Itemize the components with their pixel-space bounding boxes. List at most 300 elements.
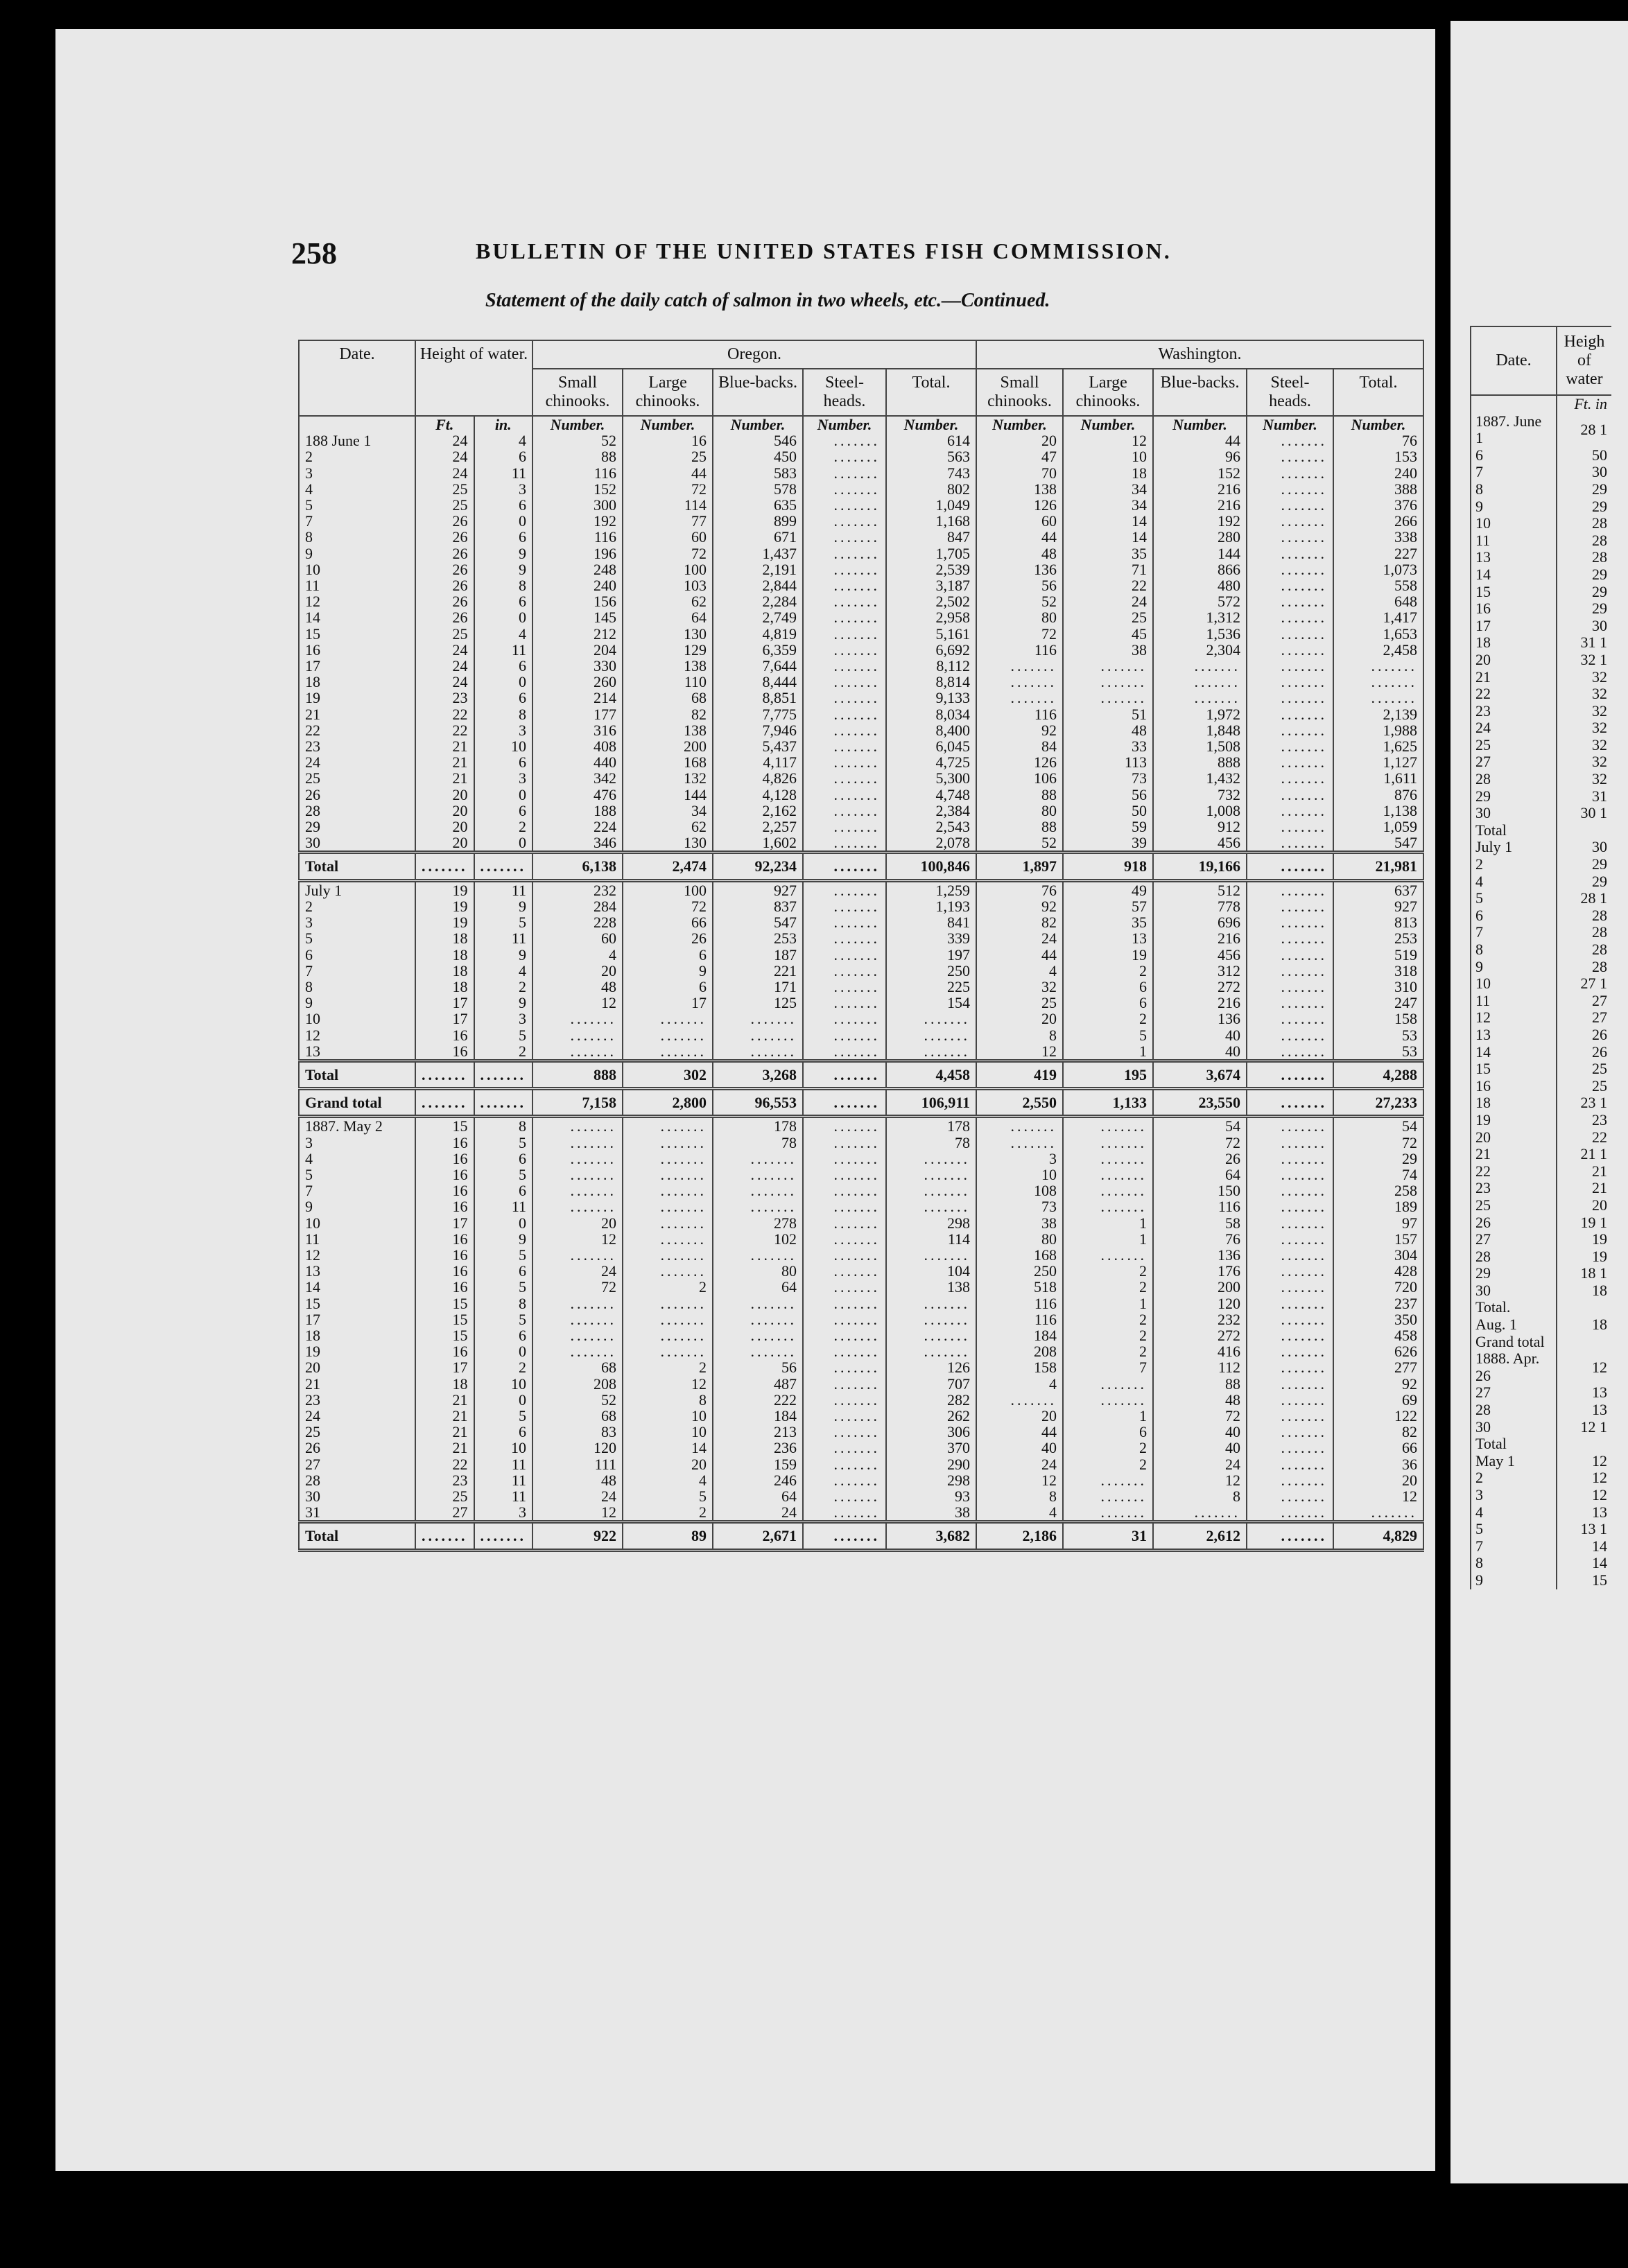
value-cell: 158 — [976, 1359, 1063, 1375]
value-cell: 8 — [623, 1392, 713, 1408]
value-cell: 10 — [976, 1167, 1063, 1183]
value-cell: 476 — [532, 787, 623, 803]
value-cell: 62 — [623, 593, 713, 609]
table-row — [299, 1327, 1423, 1343]
right-height-cell: 28 — [1557, 549, 1611, 566]
value-cell: 24 — [415, 465, 474, 481]
value-cell: 64 — [623, 609, 713, 625]
date-cell: 25 — [299, 1424, 415, 1440]
value-cell: 232 — [1153, 1311, 1247, 1327]
value-cell: 34 — [623, 803, 713, 819]
value-cell: 1 — [1063, 1215, 1153, 1231]
right-date-cell: 9 — [1471, 498, 1557, 516]
value-cell: 13 — [1063, 930, 1153, 946]
value-cell: ....... — [474, 1089, 533, 1117]
value-cell: 2,474 — [623, 853, 713, 880]
value-cell: 278 — [713, 1215, 803, 1231]
value-cell: ....... — [1247, 690, 1333, 706]
value-cell: 9 — [474, 1231, 533, 1247]
value-cell: ....... — [532, 1183, 623, 1198]
date-cell: 26 — [299, 1440, 415, 1456]
value-cell: 330 — [532, 658, 623, 674]
value-cell: 284 — [532, 898, 623, 914]
value-cell: ....... — [713, 1167, 803, 1183]
value-cell: 68 — [623, 690, 713, 706]
value-cell: ....... — [532, 1311, 623, 1327]
table-row — [299, 787, 1423, 803]
value-cell: 108 — [976, 1183, 1063, 1198]
value-cell: ....... — [803, 1472, 886, 1488]
value-cell: 136 — [1153, 1247, 1247, 1263]
value-cell: 1,611 — [1333, 770, 1423, 786]
unit-label: in. — [474, 416, 533, 433]
right-table-row — [1471, 1129, 1611, 1146]
value-cell: 7,644 — [713, 658, 803, 674]
value-cell: 6,045 — [886, 738, 976, 754]
right-date-cell: May 1 — [1471, 1453, 1557, 1470]
value-cell: 216 — [1153, 995, 1247, 1011]
value-cell: ....... — [803, 930, 886, 946]
value-cell: 208 — [532, 1376, 623, 1392]
value-cell: ....... — [1247, 546, 1333, 561]
date-cell: 11 — [299, 577, 415, 593]
table-row — [299, 546, 1423, 561]
value-cell: 64 — [713, 1279, 803, 1295]
table-row — [299, 979, 1423, 995]
date-cell: 7 — [299, 963, 415, 979]
value-cell: ....... — [803, 1061, 886, 1088]
right-date-cell: 4 — [1471, 873, 1557, 891]
value-cell: 0 — [474, 835, 533, 853]
value-cell: ....... — [713, 1343, 803, 1359]
value-cell: 25 — [415, 481, 474, 497]
value-cell: 563 — [886, 448, 976, 464]
value-cell: 7,946 — [713, 722, 803, 738]
right-date-cell: 7 — [1471, 1538, 1557, 1555]
value-cell: 518 — [976, 1279, 1063, 1295]
date-cell: 30 — [299, 835, 415, 853]
value-cell: ....... — [803, 914, 886, 930]
value-cell: 168 — [976, 1247, 1063, 1263]
value-cell: ....... — [886, 1043, 976, 1061]
right-height-cell — [1557, 1436, 1611, 1453]
value-cell: 1,168 — [886, 513, 976, 529]
value-cell: 266 — [1333, 513, 1423, 529]
value-cell: 40 — [1153, 1424, 1247, 1440]
value-cell: 258 — [1333, 1183, 1423, 1198]
total-row — [299, 1522, 1423, 1550]
value-cell: 547 — [1333, 835, 1423, 853]
table-row — [299, 448, 1423, 464]
value-cell: 1,705 — [886, 546, 976, 561]
table-row — [299, 1472, 1423, 1488]
value-cell: 4,288 — [1333, 1061, 1423, 1088]
value-cell: 419 — [976, 1061, 1063, 1088]
value-cell: 318 — [1333, 963, 1423, 979]
value-cell: 12 — [1153, 1472, 1247, 1488]
value-cell: 388 — [1333, 481, 1423, 497]
value-cell: 732 — [1153, 787, 1247, 803]
value-cell: 72 — [623, 481, 713, 497]
value-cell: 106,911 — [886, 1089, 976, 1117]
value-cell: ....... — [1247, 1343, 1333, 1359]
value-cell: ....... — [532, 1327, 623, 1343]
value-cell: ....... — [1247, 1327, 1333, 1343]
right-table-row — [1471, 1214, 1611, 1232]
value-cell: ....... — [803, 658, 886, 674]
value-cell: 195 — [1063, 1061, 1153, 1088]
date-cell: 27 — [299, 1456, 415, 1472]
date-cell: 3 — [299, 1135, 415, 1151]
table-row — [299, 577, 1423, 593]
value-cell: ....... — [976, 1135, 1063, 1151]
value-cell: ....... — [803, 577, 886, 593]
value-cell: 225 — [886, 979, 976, 995]
right-date-cell: 21 — [1471, 669, 1557, 686]
value-cell: ....... — [1247, 787, 1333, 803]
right-date-cell: 6 — [1471, 907, 1557, 925]
value-cell: 310 — [1333, 979, 1423, 995]
value-cell: 1,312 — [1153, 609, 1247, 625]
date-cell: 6 — [299, 947, 415, 963]
date-cell: 19 — [299, 690, 415, 706]
value-cell: 24 — [415, 448, 474, 464]
value-cell: 68 — [532, 1359, 623, 1375]
value-cell: 154 — [886, 995, 976, 1011]
date-cell: 14 — [299, 1279, 415, 1295]
value-cell: ....... — [976, 658, 1063, 674]
value-cell: 152 — [532, 481, 623, 497]
right-date-cell: 26 — [1471, 1214, 1557, 1232]
value-cell: 8,034 — [886, 706, 976, 722]
right-date-cell: 28 — [1471, 771, 1557, 788]
value-cell: 12 — [976, 1043, 1063, 1061]
value-cell: ....... — [1063, 674, 1153, 690]
right-height-cell: 14 — [1557, 1538, 1611, 1555]
value-cell: 130 — [623, 835, 713, 853]
value-cell: 138 — [976, 481, 1063, 497]
right-date-cell: 2 — [1471, 1469, 1557, 1487]
value-cell: 58 — [1153, 1215, 1247, 1231]
value-cell: 73 — [976, 1198, 1063, 1214]
date-cell: 8 — [299, 979, 415, 995]
value-cell: ....... — [1247, 1504, 1333, 1522]
value-cell: 8 — [474, 1296, 533, 1311]
right-date-cell: 15 — [1471, 584, 1557, 601]
total-row — [299, 1089, 1423, 1117]
value-cell: 237 — [1333, 1296, 1423, 1311]
value-cell: ....... — [803, 1011, 886, 1027]
value-cell: ....... — [803, 448, 886, 464]
value-cell: 8 — [474, 1117, 533, 1135]
date-cell: 16 — [299, 642, 415, 658]
value-cell: 96,553 — [713, 1089, 803, 1117]
right-table-row — [1471, 1146, 1611, 1163]
right-height-cell: 29 — [1557, 873, 1611, 891]
value-cell: 51 — [1063, 706, 1153, 722]
right-date-cell: 29 — [1471, 1265, 1557, 1282]
table-row — [299, 1376, 1423, 1392]
value-cell: 2 — [1063, 1327, 1153, 1343]
value-cell: 116 — [1153, 1198, 1247, 1214]
value-cell: 113 — [1063, 754, 1153, 770]
value-cell: 73 — [1063, 770, 1153, 786]
table-row — [299, 1296, 1423, 1311]
value-cell: 8 — [976, 1488, 1063, 1504]
value-cell: 72 — [1153, 1408, 1247, 1424]
right-height-cell: 30 — [1557, 618, 1611, 635]
value-cell: 250 — [976, 1263, 1063, 1279]
value-cell: 3 — [474, 1011, 533, 1027]
value-cell: 39 — [1063, 835, 1153, 853]
value-cell: 5 — [1063, 1027, 1153, 1043]
right-height-cell: 32 — [1557, 669, 1611, 686]
value-cell: ....... — [886, 1296, 976, 1311]
value-cell: 27,233 — [1333, 1089, 1423, 1117]
table-row — [299, 1027, 1423, 1043]
value-cell: ....... — [1063, 1167, 1153, 1183]
right-date-cell: 1887. June 1 — [1471, 413, 1557, 447]
value-cell: ....... — [415, 1522, 474, 1550]
value-cell: 2 — [1063, 963, 1153, 979]
value-cell: 224 — [532, 819, 623, 835]
value-cell: 216 — [1153, 497, 1247, 513]
value-cell: 339 — [886, 930, 976, 946]
value-cell: ....... — [1247, 1117, 1333, 1135]
value-cell: ....... — [623, 1135, 713, 1151]
value-cell: ....... — [1063, 1472, 1153, 1488]
value-cell: 60 — [623, 529, 713, 545]
value-cell: 6 — [474, 1424, 533, 1440]
value-cell: ....... — [474, 1061, 533, 1088]
unit-label: Number. — [532, 416, 623, 433]
value-cell: ....... — [1333, 674, 1423, 690]
value-cell: 80 — [976, 803, 1063, 819]
value-cell: 38 — [886, 1504, 976, 1522]
value-cell: 272 — [1153, 1327, 1247, 1343]
right-table-row — [1471, 1265, 1611, 1282]
value-cell: 24 — [532, 1263, 623, 1279]
date-cell: 18 — [299, 674, 415, 690]
header-wa-blue: Blue-backs. — [1153, 369, 1247, 416]
date-cell: 5 — [299, 1167, 415, 1183]
value-cell: 298 — [886, 1215, 976, 1231]
table-row — [299, 1343, 1423, 1359]
right-table-row — [1471, 719, 1611, 737]
value-cell: 0 — [474, 1392, 533, 1408]
value-cell: ....... — [803, 1135, 886, 1151]
value-cell: 89 — [623, 1522, 713, 1550]
value-cell: 3 — [474, 1504, 533, 1522]
value-cell: 888 — [1153, 754, 1247, 770]
value-cell: 70 — [976, 465, 1063, 481]
value-cell: 2,257 — [713, 819, 803, 835]
value-cell: 11 — [474, 1472, 533, 1488]
value-cell: 157 — [1333, 1231, 1423, 1247]
value-cell: ....... — [1247, 819, 1333, 835]
value-cell: 1 — [1063, 1231, 1153, 1247]
date-cell: 25 — [299, 770, 415, 786]
header-or-total: Total. — [886, 369, 976, 416]
value-cell: ....... — [1247, 1311, 1333, 1327]
right-height-cell: 28 — [1557, 907, 1611, 925]
value-cell: 21 — [415, 770, 474, 786]
right-table-row — [1471, 652, 1611, 669]
value-cell: ....... — [532, 1011, 623, 1027]
value-cell: 57 — [1063, 898, 1153, 914]
units-blank — [299, 416, 415, 433]
value-cell: 80 — [976, 1231, 1063, 1247]
value-cell: ....... — [803, 1167, 886, 1183]
value-cell: 45 — [1063, 626, 1153, 642]
value-cell: 3 — [976, 1151, 1063, 1167]
value-cell: 4 — [976, 1376, 1063, 1392]
value-cell: 68 — [532, 1408, 623, 1424]
value-cell: 866 — [1153, 561, 1247, 577]
value-cell: 110 — [623, 674, 713, 690]
right-height-cell: 26 — [1557, 1044, 1611, 1061]
right-table-row — [1471, 1487, 1611, 1504]
value-cell: 18 — [415, 947, 474, 963]
right-date-cell: 29 — [1471, 788, 1557, 805]
value-cell: 376 — [1333, 497, 1423, 513]
value-cell: 282 — [886, 1392, 976, 1408]
value-cell: ....... — [803, 898, 886, 914]
right-date-cell: 7 — [1471, 924, 1557, 941]
value-cell: ....... — [803, 1376, 886, 1392]
value-cell: 23 — [415, 690, 474, 706]
value-cell: ....... — [1247, 914, 1333, 930]
value-cell: ....... — [1063, 658, 1153, 674]
right-date-cell: Total — [1471, 1436, 1557, 1453]
value-cell: 416 — [1153, 1343, 1247, 1359]
right-height-cell: 21 — [1557, 1163, 1611, 1180]
right-table-row — [1471, 822, 1611, 839]
value-cell: 64 — [1153, 1167, 1247, 1183]
value-cell: 637 — [1333, 880, 1423, 898]
value-cell: ....... — [1247, 853, 1333, 880]
date-cell: 28 — [299, 803, 415, 819]
value-cell: 12 — [976, 1472, 1063, 1488]
value-cell: 2 — [623, 1504, 713, 1522]
value-cell: 212 — [532, 626, 623, 642]
date-cell: 188 June 1 — [299, 433, 415, 448]
value-cell: 11 — [474, 642, 533, 658]
value-cell: ....... — [623, 1198, 713, 1214]
right-table-row — [1471, 788, 1611, 805]
value-cell: 53 — [1333, 1027, 1423, 1043]
value-cell: 72 — [1153, 1135, 1247, 1151]
value-cell: 12 — [532, 995, 623, 1011]
value-cell: ....... — [803, 642, 886, 658]
value-cell: ....... — [532, 1296, 623, 1311]
value-cell: ....... — [1247, 1279, 1333, 1295]
value-cell: 2,800 — [623, 1089, 713, 1117]
right-date-cell: Grand total — [1471, 1334, 1557, 1351]
date-cell: 28 — [299, 1472, 415, 1488]
units-row — [299, 416, 1423, 433]
right-table-row — [1471, 1231, 1611, 1248]
date-cell: July 1 — [299, 880, 415, 898]
right-height-cell: 30 1 — [1557, 805, 1611, 822]
value-cell: 18 — [415, 963, 474, 979]
right-date-cell: 10 — [1471, 975, 1557, 993]
right-date-cell: 16 — [1471, 600, 1557, 618]
right-height-cell: 19 — [1557, 1248, 1611, 1266]
right-table-row — [1471, 873, 1611, 891]
table-row — [299, 513, 1423, 529]
value-cell: 132 — [623, 770, 713, 786]
value-cell: 66 — [623, 914, 713, 930]
table-row — [299, 433, 1423, 448]
value-cell: 12 — [532, 1231, 623, 1247]
right-height-cell: 32 — [1557, 686, 1611, 703]
value-cell: 6 — [474, 497, 533, 513]
right-table-row — [1471, 1197, 1611, 1214]
value-cell: 26 — [415, 609, 474, 625]
value-cell: ....... — [1063, 1376, 1153, 1392]
table-row — [299, 1311, 1423, 1327]
value-cell: 5 — [623, 1488, 713, 1504]
value-cell: 546 — [713, 433, 803, 448]
right-height-cell: 13 — [1557, 1504, 1611, 1521]
value-cell: 116 — [976, 1296, 1063, 1311]
header-wa-large: Large chinooks. — [1063, 369, 1153, 416]
value-cell: 1,625 — [1333, 738, 1423, 754]
value-cell: 49 — [1063, 880, 1153, 898]
right-table-row — [1471, 703, 1611, 720]
right-table-row — [1471, 1504, 1611, 1521]
value-cell: ....... — [1247, 1089, 1333, 1117]
table-row — [299, 898, 1423, 914]
value-cell: 9 — [623, 963, 713, 979]
value-cell: 9 — [474, 561, 533, 577]
value-cell: ....... — [1247, 448, 1333, 464]
value-cell: 20 — [976, 1408, 1063, 1424]
value-cell: 15 — [415, 1117, 474, 1135]
value-cell: ....... — [803, 787, 886, 803]
table-row — [299, 738, 1423, 754]
value-cell: ....... — [1247, 1376, 1333, 1392]
value-cell: ....... — [1247, 513, 1333, 529]
value-cell: 23 — [415, 1472, 474, 1488]
value-cell: 456 — [1153, 835, 1247, 853]
value-cell: ....... — [1247, 609, 1333, 625]
table-row — [299, 481, 1423, 497]
value-cell: 342 — [532, 770, 623, 786]
unit-label: Number. — [886, 416, 976, 433]
value-cell: ....... — [1247, 1456, 1333, 1472]
value-cell: 2,612 — [1153, 1522, 1247, 1550]
right-height-cell: 32 — [1557, 703, 1611, 720]
value-cell: ....... — [1247, 497, 1333, 513]
value-cell: 2 — [474, 1359, 533, 1375]
right-date-cell: 27 — [1471, 1384, 1557, 1402]
value-cell: ....... — [1247, 738, 1333, 754]
value-cell: 4 — [532, 947, 623, 963]
value-cell: 208 — [976, 1343, 1063, 1359]
value-cell: ....... — [1063, 1151, 1153, 1167]
value-cell: 428 — [1333, 1263, 1423, 1279]
value-cell: 512 — [1153, 880, 1247, 898]
right-date-cell: 13 — [1471, 1027, 1557, 1044]
value-cell: 97 — [1333, 1215, 1423, 1231]
value-cell: ....... — [803, 1296, 886, 1311]
value-cell: 246 — [713, 1472, 803, 1488]
value-cell: 48 — [976, 546, 1063, 561]
value-cell: 1,259 — [886, 880, 976, 898]
value-cell: 16 — [415, 1247, 474, 1263]
